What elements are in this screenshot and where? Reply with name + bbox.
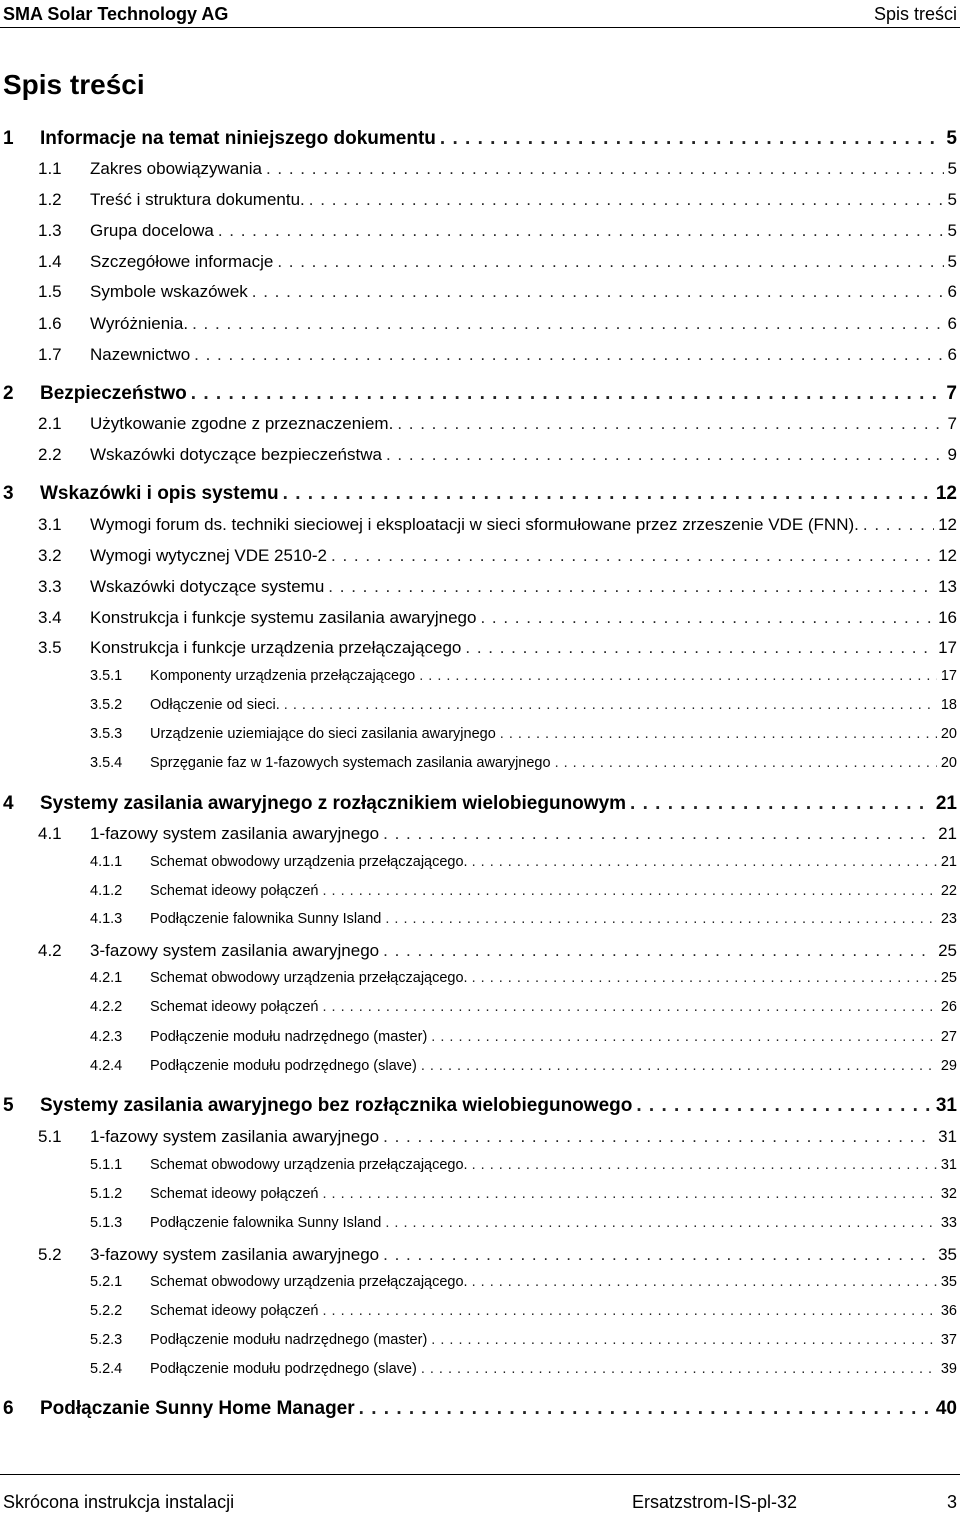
toc-entry-number: 6 [3,1398,14,1419]
toc-entry-level3[interactable] [90,911,957,935]
toc-entry-title: Schemat obwodowy urządzenia przełączającego. [150,1274,468,1290]
toc-dot-leader [421,1058,937,1074]
toc-entry-number: 3.5.1 [90,668,123,684]
toc-entry-page-number: 23 [940,911,957,927]
toc-entry-level2[interactable] [38,414,957,442]
toc-entry-number: 3.5.2 [90,697,123,713]
toc-entry-number: 4.2.1 [90,970,123,986]
toc-entry-level3[interactable] [90,883,957,907]
toc-entry-page-number: 5 [947,159,957,178]
toc-entry-number: 3.5 [38,638,62,657]
toc-entry-number: 4.2.4 [90,1058,123,1074]
toc-entry-level2[interactable] [38,608,957,636]
toc-entry-number: 1.1 [38,159,62,178]
toc-dot-leader [277,252,943,272]
toc-entry-number: 5.2.4 [90,1361,123,1377]
toc-entry-title: Treść i struktura dokumentu. [90,190,305,209]
toc-entry-number: 4.2.3 [90,1029,123,1045]
toc-entry-page-number: 9 [947,445,957,464]
toc-entry-title: 1-fazowy system zasilania awaryjnego [90,1127,380,1146]
toc-entry-number: 1.5 [38,282,62,301]
toc-entry-page-number: 6 [947,314,957,333]
toc-entry-level2[interactable] [38,824,957,852]
toc-entry-title: Użytkowanie zgodne z przeznaczeniem. [90,414,394,433]
toc-entry-number: 4 [3,793,14,814]
toc-dot-leader [465,638,934,658]
toc-entry-level3[interactable] [90,854,957,878]
toc-entry-number: 1.6 [38,314,62,333]
toc-entry-number: 2.2 [38,445,62,464]
toc-entry-title: Schemat ideowy połączeń [150,883,319,899]
toc-entry-page-number: 37 [940,1332,957,1348]
toc-dot-leader [555,755,937,771]
toc-entry-level2[interactable] [38,445,957,473]
toc-entry-title: Urządzenie uziemiające do sieci zasilania awaryjnego [150,726,496,742]
toc-dot-leader [397,414,943,434]
toc-entry-level2[interactable] [38,252,957,280]
toc-entry-title: Schemat ideowy połączeń [150,999,319,1015]
toc-entry-title: 1-fazowy system zasilania awaryjnego [90,824,380,843]
toc-entry-page-number: 25 [938,941,957,960]
toc-entry-page-number: 21 [938,824,957,843]
toc-entry-page-number: 32 [940,1186,957,1202]
toc-entry-title: 3-fazowy system zasilania awaryjnego [90,941,380,960]
toc-entry-number: 5 [3,1095,14,1116]
toc-entry-title: Szczegółowe informacje [90,252,274,271]
toc-entry-number: 2.1 [38,414,62,433]
toc-entry-number: 4.1 [38,824,62,843]
toc-entry-page-number: 29 [940,1058,957,1074]
toc-dot-leader [386,445,944,465]
toc-dot-leader [322,883,936,899]
toc-entry-page-number: 35 [938,1245,957,1264]
toc-entry-level3[interactable] [90,755,957,779]
toc-entry-level3[interactable] [90,970,957,994]
toc-entry-page-number: 18 [940,697,957,713]
toc-entry-number: 3.3 [38,577,62,596]
toc-entry-number: 1.7 [38,345,62,364]
toc-dot-leader [266,159,944,179]
toc-entry-number: 1.4 [38,252,62,271]
toc-entry-page-number: 7 [947,414,957,433]
toc-entry-number: 4.2.2 [90,999,123,1015]
toc-entry-level2[interactable] [38,577,957,605]
toc-entry-page-number: 6 [947,282,957,301]
toc-entry-page-number: 5 [947,252,957,271]
toc-entry-title: Systemy zasilania awaryjnego z rozłącznikiem wielobiegunowym [40,793,627,814]
toc-entry-title: Konstrukcja i funkcje systemu zasilania awaryjnego [90,608,477,627]
toc-entry-level2[interactable] [38,221,957,249]
toc-entry-level3[interactable] [90,1361,957,1385]
header-rule [0,27,960,28]
page-title: Spis treści [3,69,145,100]
toc-dot-leader [331,546,934,566]
toc-dot-leader [383,824,934,844]
toc-entry-level1[interactable] [0,483,957,513]
toc-entry-title: Grupa docelowa [90,221,214,240]
toc-entry-number: 1 [3,128,14,149]
toc-entry-level1[interactable] [0,1398,957,1428]
toc-entry-level2[interactable] [38,345,957,373]
toc-entry-title: Schemat obwodowy urządzenia przełączającego. [150,854,468,870]
toc-entry-level1[interactable] [0,128,957,158]
toc-entry-page-number: 36 [940,1303,957,1319]
footer-document-type: Skrócona instrukcja instalacji [3,1491,235,1512]
toc-dot-leader [191,383,943,405]
toc-entry-number: 5.1.2 [90,1186,123,1202]
toc-entry-title: Sprzęganie faz w 1-fazowych systemach zasilania awaryjnego [150,755,551,771]
toc-entry-level2[interactable] [38,314,957,342]
toc-dot-leader [863,515,934,535]
toc-entry-page-number: 21 [935,793,957,814]
toc-entry-level3[interactable] [90,1186,957,1210]
toc-entry-number: 5.1 [38,1127,62,1146]
toc-entry-level1[interactable] [0,793,957,823]
toc-dot-leader [431,1332,937,1348]
toc-entry-title: Zakres obowiązywania [90,159,262,178]
toc-dot-leader [383,1127,934,1147]
toc-entry-title: Symbole wskazówek [90,282,248,301]
toc-entry-number: 5.1.3 [90,1215,123,1231]
toc-entry-number: 5.2.3 [90,1332,123,1348]
toc-entry-title: Podłączanie Sunny Home Manager [40,1398,355,1419]
toc-entry-page-number: 20 [940,726,957,742]
toc-entry-page-number: 6 [947,345,957,364]
toc-entry-title: Wyróżnienia. [90,314,189,333]
toc-entry-level2[interactable] [38,638,957,666]
toc-entry-title: Nazewnictwo [90,345,191,364]
toc-entry-page-number: 12 [938,546,957,565]
toc-dot-leader [385,911,937,927]
toc-dot-leader [328,577,934,597]
toc-entry-number: 3.4 [38,608,62,627]
toc-entry-level3[interactable] [90,668,957,692]
footer-document-code: Ersatzstrom-IS-pl-32 [631,1491,797,1512]
toc-entry-number: 5.1.1 [90,1157,123,1173]
toc-entry-number: 4.1.1 [90,854,123,870]
toc-entry-number: 4.1.3 [90,911,123,927]
toc-entry-level3[interactable] [90,1029,957,1053]
toc-entry-title: Schemat ideowy połączeń [150,1303,319,1319]
toc-entry-number: 3.5.4 [90,755,123,771]
toc-entry-level3[interactable] [90,1157,957,1181]
toc-entry-title: Informacje na temat niniejszego dokumentu [40,128,436,149]
toc-entry-title: Wskazówki i opis systemu [40,483,279,504]
toc-entry-page-number: 5 [947,221,957,240]
toc-dot-leader [472,854,937,870]
toc-entry-number: 3 [3,483,14,504]
toc-entry-page-number: 25 [940,970,957,986]
toc-entry-title: Odłączenie od sieci. [150,697,280,713]
toc-entry-level3[interactable] [90,1274,957,1298]
toc-entry-level2[interactable] [38,190,957,218]
toc-dot-leader [322,999,936,1015]
toc-entry-page-number: 40 [935,1398,957,1419]
toc-entry-number: 4.2 [38,941,62,960]
toc-entry-number: 3.2 [38,546,62,565]
toc-entry-page-number: 26 [940,999,957,1015]
toc-entry-title: Schemat obwodowy urządzenia przełączającego. [150,1157,468,1173]
toc-dot-leader [194,345,943,365]
toc-entry-page-number: 31 [940,1157,957,1173]
toc-entry-number: 4.1.2 [90,883,123,899]
toc-dot-leader [636,1095,932,1117]
toc-dot-leader [440,128,943,150]
toc-entry-title: Komponenty urządzenia przełączającego [150,668,416,684]
header-section-title: Spis treści [873,3,957,24]
toc-entry-title: Podłączenie modułu nadrzędnego (master) [150,1332,428,1348]
toc-entry-level3[interactable] [90,1215,957,1239]
toc-dot-leader [284,697,937,713]
toc-dot-leader [218,221,944,241]
toc-entry-page-number: 17 [938,638,957,657]
toc-entry-page-number: 21 [940,854,957,870]
toc-entry-title: Podłączenie modułu podrzędnego (slave) [150,1058,417,1074]
toc-dot-leader [500,726,937,742]
toc-entry-title: Systemy zasilania awaryjnego bez rozłącznika wielobiegunowego [40,1095,633,1116]
toc-dot-leader [252,282,944,302]
toc-entry-level3[interactable] [90,999,957,1023]
toc-entry-level1[interactable] [0,383,957,413]
toc-entry-number: 3.1 [38,515,62,534]
toc-entry-number: 1.3 [38,221,62,240]
toc-entry-title: Wskazówki dotyczące systemu [90,577,325,596]
toc-entry-number: 3.5.3 [90,726,123,742]
toc-dot-leader [472,1274,937,1290]
toc-dot-leader [419,668,937,684]
toc-entry-page-number: 22 [940,883,957,899]
toc-dot-leader [431,1029,937,1045]
toc-entry-level3[interactable] [90,1332,957,1356]
toc-entry-title: Wymogi wytycznej VDE 2510-2 [90,546,327,565]
toc-entry-title: Schemat ideowy połączeń [150,1186,319,1202]
toc-entry-number: 2 [3,383,14,404]
toc-dot-leader [383,1245,934,1265]
toc-entry-title: Podłączenie falownika Sunny Island [150,911,382,927]
toc-entry-page-number: 7 [946,383,957,404]
toc-entry-number: 5.2 [38,1245,62,1264]
toc-entry-level2[interactable] [38,1127,957,1155]
toc-entry-title: Podłączenie falownika Sunny Island [150,1215,382,1231]
toc-entry-page-number: 20 [940,755,957,771]
toc-entry-level2[interactable] [38,515,957,543]
toc-dot-leader [630,793,932,815]
footer-page-number: 3 [946,1491,957,1512]
toc-entry-level2[interactable] [38,546,957,574]
toc-entry-page-number: 31 [935,1095,957,1116]
toc-entry-level2[interactable] [38,1245,957,1273]
toc-dot-leader [322,1303,936,1319]
toc-dot-leader [421,1361,937,1377]
toc-entry-level2[interactable] [38,159,957,187]
toc-entry-number: 5.2.2 [90,1303,123,1319]
toc-entry-title: Podłączenie modułu nadrzędnego (master) [150,1029,428,1045]
toc-entry-page-number: 13 [938,577,957,596]
toc-entry-level3[interactable] [90,1303,957,1327]
toc-entry-title: Wskazówki dotyczące bezpieczeństwa [90,445,382,464]
toc-entry-title: Podłączenie modułu podrzędnego (slave) [150,1361,417,1377]
toc-dot-leader [472,970,937,986]
toc-dot-leader [322,1186,936,1202]
toc-entry-page-number: 5 [946,128,957,149]
toc-dot-leader [383,941,934,961]
toc-entry-title: Wymogi forum ds. techniki sieciowej i eksploatacji w sieci sformułowane przez zrzeszenie VDE (FNN). [90,515,859,534]
toc-entry-level3[interactable] [90,1058,957,1082]
toc-entry-page-number: 33 [940,1215,957,1231]
toc-entry-level3[interactable] [90,697,957,721]
toc-dot-leader [472,1157,937,1173]
toc-entry-level2[interactable] [38,941,957,969]
toc-dot-leader [283,483,932,505]
toc-entry-page-number: 16 [938,608,957,627]
toc-entry-page-number: 5 [947,190,957,209]
page-footer [3,1488,957,1516]
toc-dot-leader [480,608,934,628]
toc-dot-leader [385,1215,937,1231]
toc-entry-level3[interactable] [90,726,957,750]
toc-entry-page-number: 17 [940,668,957,684]
toc-entry-title: Konstrukcja i funkcje urządzenia przełączającego [90,638,462,657]
toc-entry-number: 5.2.1 [90,1274,123,1290]
company-name: SMA Solar Technology AG [3,3,229,24]
toc-entry-page-number: 39 [940,1361,957,1377]
toc-entry-level1[interactable] [0,1095,957,1125]
toc-entry-number: 1.2 [38,190,62,209]
toc-dot-leader [192,314,943,334]
footer-rule [0,1474,960,1475]
toc-entry-page-number: 31 [938,1127,957,1146]
toc-entry-page-number: 12 [935,483,957,504]
toc-dot-leader [359,1398,932,1420]
toc-entry-title: Schemat obwodowy urządzenia przełączającego. [150,970,468,986]
toc-entry-title: Bezpieczeństwo [40,383,187,404]
toc-entry-page-number: 27 [940,1029,957,1045]
page-header [3,0,957,28]
toc-entry-page-number: 12 [938,515,957,534]
toc-entry-page-number: 35 [940,1274,957,1290]
toc-entry-title: 3-fazowy system zasilania awaryjnego [90,1245,380,1264]
toc-entry-level2[interactable] [38,282,957,310]
toc-dot-leader [309,190,944,210]
